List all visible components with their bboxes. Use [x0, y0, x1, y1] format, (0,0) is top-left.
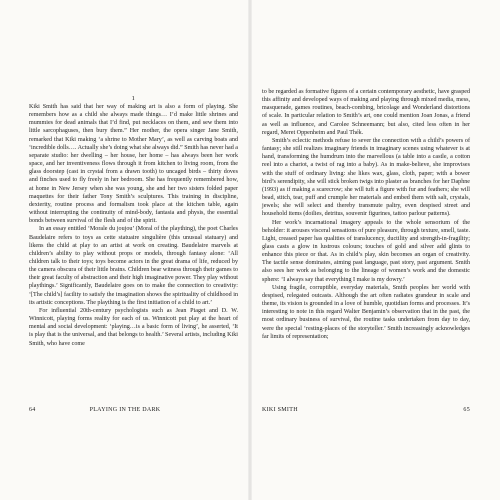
- right-paragraph-1: to be regarded as formative figures of a certain contemporary aesthetic, have grasped this affinity and developed ways of making and playing through mixed media, mess, masquerade, games routines, beach-combing, bricolage and Wonderland distortions of scale. In particular relation to Smith’s art, one could mention Joan Jonas, a friend as well as influence, and Carolee Schneemann; but also, cited less often in her regard, Meret Oppenheim and Paul Thék.: [262, 89, 470, 136]
- left-paragraph-3: For influential 20th-century psychologists such as Jean Piaget and D. W. Winnicott, playing forms reality for each of us. Winnicott put play at the heart of mental and social development: ‘playing…is a basic form of living’, he asserted, ‘It is play that is the universal, and that belongs to health.’ Several artists, including Kiki Smith, who have come: [29, 307, 238, 347]
- right-paragraph-2: Smith’s eclectic methods refuse to sever the connection with a child’s powers of fantasy; she still realizes imaginary friends in imaginary scenes using whatever is at hand, transforming the humdrum into the marvellous (a table into a castle, a cotton reel into a chariot, a twist of rag into a baby). As in make-believe, she improvises with the stuff of ordinary living: she likes wax, glass, cloth, paper; with a bower bird’s serendipity, she will stick broken twigs into plaster as branches for her Daphne (1993) as if making a scarecrow; she will tuft a figure with fur and feathers; she will bead, stitch, tear, puff and crumple her materials and embed them with salt, crystals, jewels; she will select and thereby transmute paltry, even despised street and household items (doilies, detritus, souvenir figurines, tattoo parlour patterns).: [262, 137, 470, 218]
- right-page-number: 65: [463, 407, 470, 413]
- left-paragraph-1: Kiki Smith has said that her way of making art is also a form of playing. She remembers how as a child she always made things… I’d make little shrines and mummies for dead animals that I’d find, put necklaces on them, and sew them into little sarcophaguses, then bury them.” Her mother, the opera singer Jane Smith, remarked that Kiki making ‘a shrine to Mother Mary’, as well as carving boats and ‘incredible dolls…. Actually she’s doing what she always did.” Smith has never had a separate studio: her dwelling – her house, her home – has always been her work space, and her inventiveness flows through it from kitchen to living room, from the glass doorstep (cast in crystal from a drawn tooth) to uncaged birds – thirty doves and finches used to fly freely in her bedroom. She has frequently remembered how, at home in New Jersey when she was young, she and her two sisters folded paper maquettes for their father Tony Smith’s sculptures. This training in discipline, dexterity, routine process and formalism took place at the kitchen table, again without interrupting the continuity of mind-body, fantasia and physis, the essential bonds between survival of the flesh and of the spirit.: [29, 104, 239, 225]
- left-page-number: 64: [29, 407, 36, 413]
- right-paragraph-3: Her work’s incarnational imagery appeals to the whole sensorium of the beholder: it arouses visceral sensations of pure pleasure, through texture, smell, taste. Light, creased paper has qualities of translucency, ductility and strength-in-fragility; glass casts a glow in lustrous colours; touches of gold and silver add glints to enhance this piece or that. As in child’s play, skin becomes an organ of creativity. The tactile sense dominates, aiming past language, past story, past argument. Smith also sees her work as belonging to the lineage of women’s work and the domestic sphere: ‘I always say that everything I make is my dowry.’: [262, 219, 470, 283]
- left-paragraph-2: In an essay entitled ‘Morale du joujou’ (Moral of the plaything), the poet Charles Baudelaire refers to toys as cette statuaire singulière (this unusual statuary) and likens the child at play to an artist at work on creating. Baudelaire marvels at children’s ability to play without props or models, through fantasy alone: ‘All children talk to their toys; toys become actors in the great drama of life, reduced by the camera obscura of their little brains. Children bear witness through their games to their great faculty of abstraction and their high imaginative power. They play without playthings.’ Significantly, Baudelaire goes on to make the connection to creativity: ‘[The child’s] facility to satisfy the imagination shows the spirituality of childhood in its artistic conceptions. The plaything is the first initiation of a child to art.’: [29, 226, 238, 306]
- section-number: 1: [131, 95, 136, 102]
- right-paragraph-4: Using fragile, corruptible, everyday materials, Smith peoples her world with despised, relegated outcasts. Although the art often radiates grandeur in scale and theme, its vision is grounded in a love of humble, quotidian forms and processes. It’s interesting to note in this regard Walter Benjamin’s observation that in the past, the most ordinary business of survival, the routine tasks undertaken from day to day, were the special ‘resting-places of the storyteller.’ Smith increasingly acknowledges far limits of representation;: [262, 284, 470, 340]
- right-page: [250, 0, 500, 500]
- right-running-head: KIKI SMITH: [262, 407, 298, 413]
- left-running-head: PLAYING IN THE DARK: [89, 407, 161, 413]
